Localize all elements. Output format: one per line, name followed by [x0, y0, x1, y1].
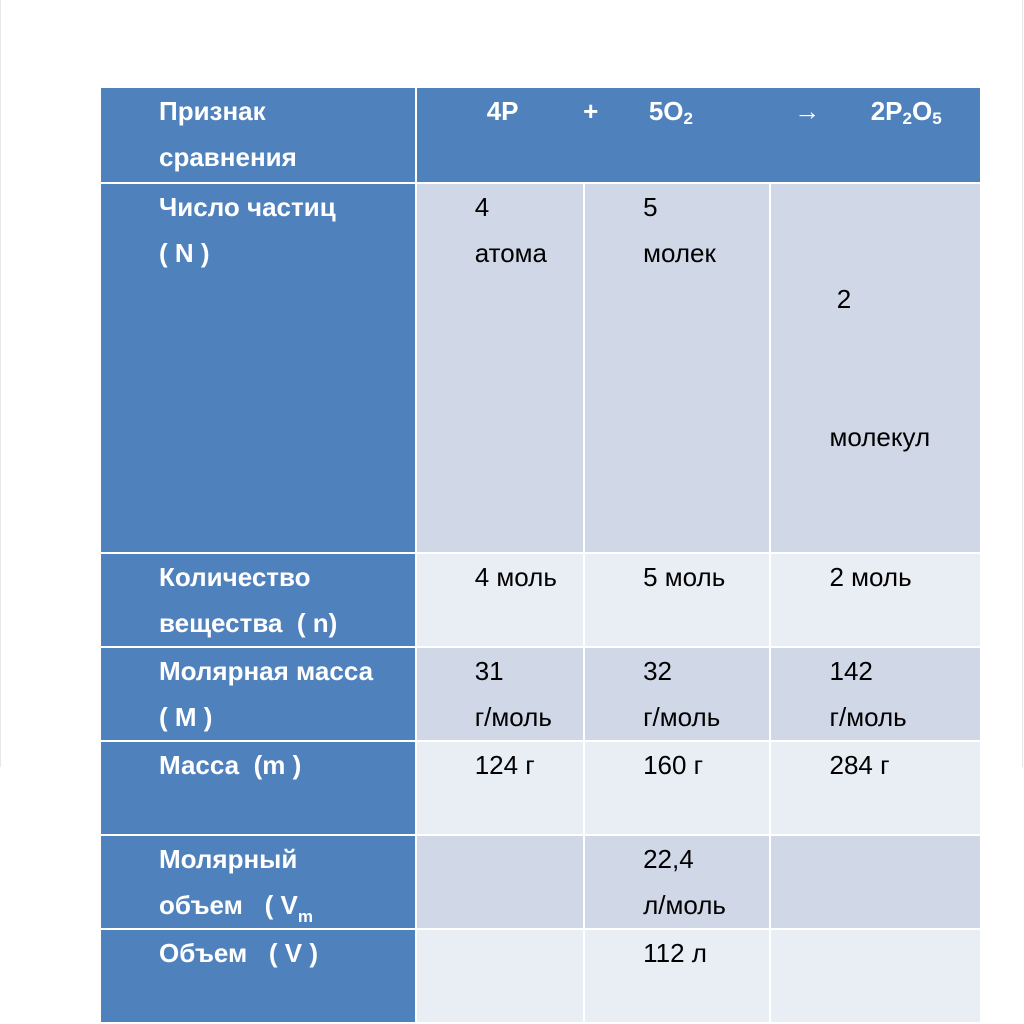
- cell-o2-molar-mass: [584, 647, 770, 741]
- arrow-icon: →: [794, 96, 821, 126]
- table-row: [100, 647, 981, 741]
- cell-line2: л/моль: [643, 890, 726, 920]
- row-label-line2: ( M ): [159, 702, 213, 732]
- row-label-line1: Масса (m ): [159, 750, 302, 780]
- table-row: [100, 929, 981, 1023]
- oxygen-coef: 5O: [648, 96, 684, 126]
- cell-p-volume: [416, 929, 584, 1023]
- slide-right-edge: [1022, 0, 1023, 767]
- table-header-row: [100, 87, 981, 183]
- cell-o2-molar-volume: [584, 835, 770, 929]
- table-row: [100, 553, 981, 647]
- comparison-table: [99, 86, 982, 1024]
- row-label-line2: [159, 882, 415, 928]
- cell-p2o5-molar-mass: [770, 647, 981, 741]
- cell-p2o5-molar-volume: [770, 835, 981, 929]
- cell-line1: 5: [643, 192, 658, 222]
- cell-p-mass: [416, 741, 584, 835]
- cell-line1: 4 моль: [474, 562, 557, 592]
- header-label-line2: сравнения: [159, 142, 297, 172]
- reactant-oxygen: [649, 96, 693, 126]
- cell-line2: г/моль: [643, 702, 721, 732]
- cell-p-molar-volume: [416, 835, 584, 929]
- row-label-line1: Количество: [159, 562, 311, 592]
- cell-p-particles: [416, 183, 584, 553]
- row-label-line1: Молярный: [159, 844, 298, 874]
- product-oxygen: O: [911, 96, 933, 126]
- reaction-equation: [417, 88, 980, 134]
- product-subscript-2: 5: [932, 109, 942, 128]
- cell-line2: г/моль: [829, 702, 907, 732]
- row-label-line1: Молярная масса: [159, 656, 374, 686]
- header-label-line1: Признак: [159, 96, 266, 126]
- header-label-cell: [100, 87, 416, 183]
- row-label-line2: ( N ): [159, 238, 210, 268]
- cell-p-molar-mass: [416, 647, 584, 741]
- cell-p2o5-particles: [770, 183, 981, 553]
- product-coef: 2P: [870, 96, 903, 126]
- table-row: [100, 741, 981, 835]
- cell-line1: 142: [829, 656, 873, 686]
- cell-o2-volume: [584, 929, 770, 1023]
- cell-line1: 112 л: [643, 938, 707, 968]
- cell-line1: 32: [643, 656, 672, 686]
- cell-line1: 31: [474, 656, 504, 686]
- slide-left-edge: [0, 0, 1, 767]
- cell-line1: 160 г: [643, 750, 704, 780]
- table-row: [100, 835, 981, 929]
- row-label-line2: вещества ( n): [159, 608, 338, 638]
- cell-line1: 5 моль: [643, 562, 726, 592]
- row-label-line2-text: объем ( V: [159, 890, 298, 920]
- cell-o2-amount: [584, 553, 770, 647]
- table-row: [100, 183, 981, 553]
- row-label-amount: [100, 553, 416, 647]
- row-label-line1: Объем ( V ): [159, 938, 319, 968]
- row-label-molar-volume: [100, 835, 416, 929]
- cell-p2o5-amount: [770, 553, 981, 647]
- reactant-phosphorus: 4P: [486, 96, 519, 126]
- cell-line1: 22,4: [643, 844, 694, 874]
- product-p2o5: [871, 96, 942, 126]
- cell-line2: атома: [474, 238, 548, 268]
- cell-line1: 284 г: [829, 750, 890, 780]
- cell-o2-mass: [584, 741, 770, 835]
- header-equation-cell: [416, 87, 981, 183]
- row-label-line1: Число частиц: [159, 192, 336, 222]
- row-label-particles: [100, 183, 416, 553]
- cell-line2: молек: [643, 238, 716, 268]
- cell-line2: молекул: [829, 422, 931, 452]
- oxygen-subscript: 2: [683, 109, 693, 128]
- cell-line2: г/моль: [474, 702, 552, 732]
- row-label-volume: [100, 929, 416, 1023]
- product-subscript-1: 2: [902, 109, 912, 128]
- cell-line1: 2: [829, 284, 852, 314]
- row-label-molar-mass: [100, 647, 416, 741]
- cell-o2-particles: [584, 183, 770, 553]
- cell-line1: 124 г: [474, 750, 535, 780]
- row-label-mass: [100, 741, 416, 835]
- cell-line1: 2 моль: [829, 562, 912, 592]
- cell-line1: 4: [474, 192, 490, 222]
- cell-p2o5-mass: [770, 741, 981, 835]
- cell-p-amount: [416, 553, 584, 647]
- row-label-subscript: m: [297, 907, 313, 926]
- cell-p2o5-volume: [770, 929, 981, 1023]
- plus-sign: +: [583, 96, 599, 126]
